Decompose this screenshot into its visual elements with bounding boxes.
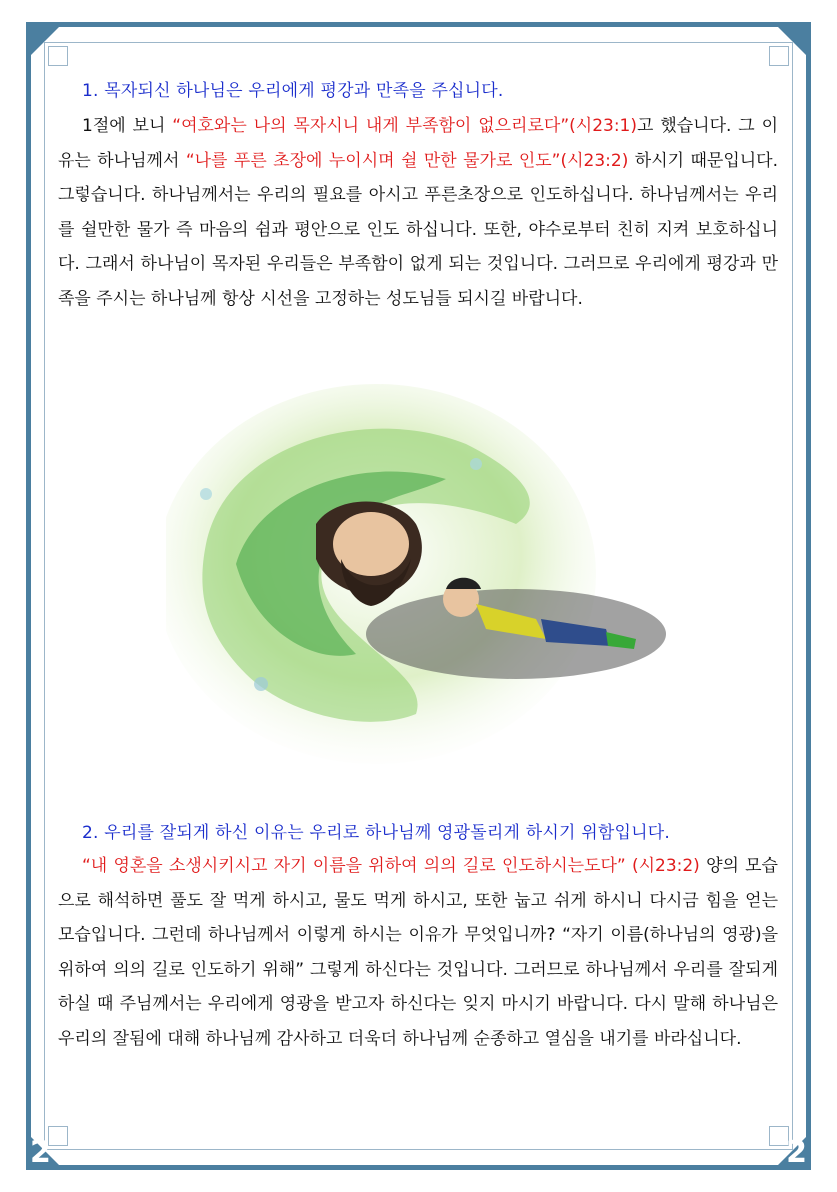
- illustration-jesus-and-resting-man: [166, 384, 676, 776]
- section-2-body: [58, 849, 778, 1056]
- section-1-text-2: 하시기 때문입니다. 그렇습니다. 하나님께서는 우리의 필요를 아시고 푸른초장으로 인도하십니다. 하나님께서는 우리를 쉴만한 물가 즉 마음의 쉼과 평안으로 인도 하십니다. 또한, 야수로부터 친히 지켜 보호하십니다. 그래서 하나님이 목자된 우리들은 부족함이 없게 되는 것입니다. 그러므로 우리에게 평강과 만족을 주시는 하나님께 항상 시선을 고정하는 성도님들 되시길 바랍니다.: [58, 150, 779, 309]
- corner-square-top-right: [769, 46, 789, 66]
- section-1-text-1: 고 했습니다. 그 이유는 하나님께서: [58, 116, 779, 171]
- scripture-ref-1: (시23:1): [569, 116, 638, 136]
- scripture-ref-3: (시23:2): [631, 856, 700, 876]
- scripture-quote-2: “나를 푸른 초장에 누이시며 쉴 만한 물가로 인도”: [185, 150, 561, 171]
- section-2: [58, 818, 778, 1056]
- section-1: [58, 76, 778, 316]
- section-1-heading: 1. 목자되신 하나님은 우리에게 평강과 만족을 주십니다.: [82, 81, 504, 101]
- scripture-quote-1: “여호와는 나의 목자시니 내게 부족함이 없으리로다”: [172, 116, 570, 136]
- scripture-ref-2: (시23:2): [560, 150, 629, 171]
- page-number-left: 2: [30, 1135, 51, 1170]
- page-number-right: 2: [786, 1135, 807, 1170]
- scripture-quote-3: “내 영혼을 소생시키시고 자기 이름을 위하여 의의 길로 인도하시는도다”: [82, 856, 626, 876]
- section-1-body: [58, 109, 778, 316]
- section-2-text-1: 양의 모습으로 해석하면 풀도 잘 먹게 하시고, 물도 먹게 하시고, 또한 눕고 쉬게 하시니 다시금 힘을 얻는 모습입니다. 그런데 하나님께서 이렇게 하시는 이유가 무엇입니까? “자기 이름(하나님의 영광)을 위하여 의의 길로 인도하기 위해” 그렇게 하신다는 것입니다. 그러므로 하나님께서 우리를 잘되게 하실 때 주님께서는 우리에게 영광을 받고자 하신다는 잊지 마시기 바랍니다. 다시 말해 하나님은 우리의 잘됨에 대해 하나님께 감사하고 더욱더 하나님께 순종하고 열심을 내기를 바라십니다.: [58, 856, 778, 1049]
- section-1-intro: 1절에 보니: [82, 116, 166, 136]
- section-2-heading: 2. 우리를 잘되게 하신 이유는 우리로 하나님께 영광돌리게 하시기 위함입니다.: [82, 823, 670, 843]
- corner-square-top-left: [48, 46, 68, 66]
- corner-square-bottom-left: [48, 1126, 68, 1146]
